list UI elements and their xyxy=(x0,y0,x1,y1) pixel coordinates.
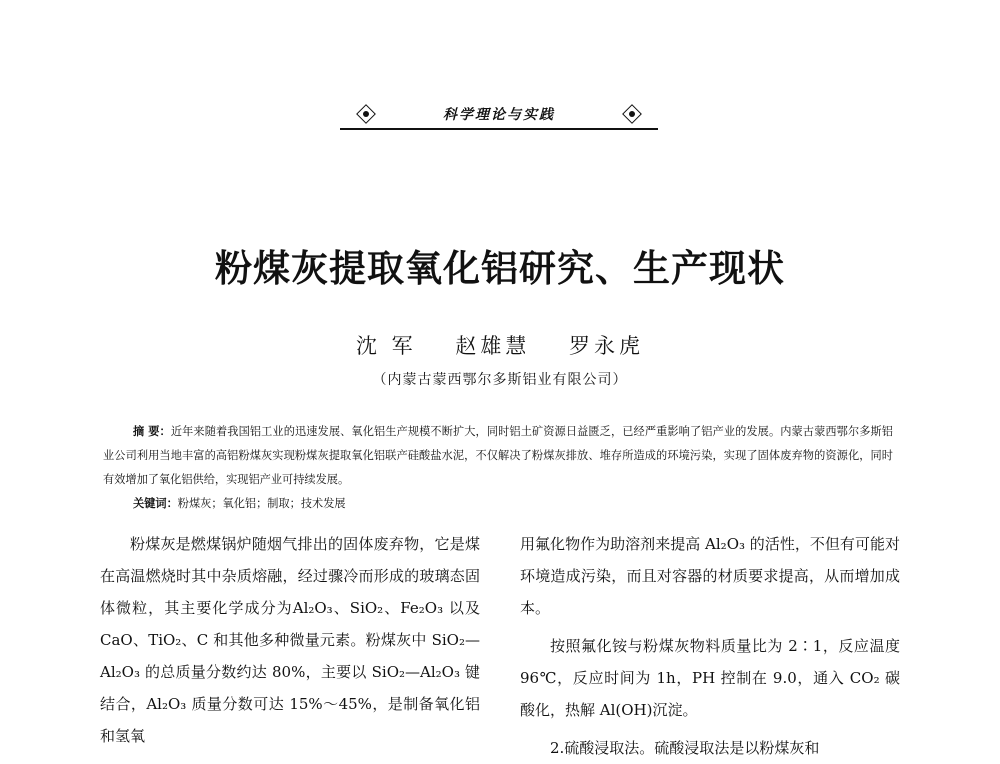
article-title: 粉煤灰提取氧化铝研究、生产现状 xyxy=(215,247,785,290)
keywords-line xyxy=(103,492,893,516)
section-label: 科学理论与实践 xyxy=(443,107,555,123)
abstract-text: 近年来随着我国铝工业的迅速发展、氧化铝生产规模不断扩大，同时铝土矿资源日益匮乏，已经严重影响了铝产业的发展。内蒙古蒙西鄂尔多斯铝业公司利用当地丰富的高铝粉煤灰实现粉煤灰提取氧化铝联产硅酸盐水泥，不仅解决了粉煤灰排放、堆存所造成的环境污染，实现了固体废弃物的资源化，同时有效增加了氧化铝供给，实现铝产业可持续发展。 xyxy=(103,425,893,486)
abstract-label: 摘 要： xyxy=(133,425,171,438)
abstract-paragraph xyxy=(103,420,893,492)
body-paragraph: 用氟化物作为助溶剂来提高 Al₂O₃ 的活性，不但有可能对环境造成污染，而且对容器的材质要求提高，从而增加成本。 xyxy=(520,535,900,617)
keywords-label: 关键词： xyxy=(133,497,178,510)
author-affiliation: （内蒙古蒙西鄂尔多斯铝业有限公司） xyxy=(372,372,628,388)
body-paragraph: 粉煤灰是燃煤锅炉随烟气排出的固体废弃物，它是煤在高温燃烧时其中杂质熔融，经过骤冷而形成的玻璃态固体微粒，其主要化学成分为Al₂O₃、SiO₂、Fe₂O₃ 以及 CaO、TiO₂、C 和其他多种微量元素。粉煤灰中 SiO₂—Al₂O₃ 的总质量分数约达 80%，主要以 SiO₂—Al₂O₃ 键结合，Al₂O₃ 质量分数可达 15%～45%，是制备氧化铝和氢氧 xyxy=(100,535,480,745)
body-paragraph: 按照氟化铵与粉煤灰物料质量比为 2∶1，反应温度 96℃，反应时间为 1h，PH 控制在 9.0，通入 CO₂ 碳酸化，热解 Al(OH)沉淀。 xyxy=(520,637,900,719)
keywords-text: 粉煤灰；氧化铝；制取；技术发展 xyxy=(177,497,346,510)
author-name: 赵雄慧 xyxy=(455,334,531,358)
diamond-ornament-icon xyxy=(358,106,374,122)
body-paragraph: 2.硫酸浸取法。硫酸浸取法是以粉煤灰和 xyxy=(550,739,820,757)
author-list xyxy=(0,330,1000,360)
body-right-column xyxy=(520,528,900,764)
journal-section-header xyxy=(340,100,658,130)
body-left-column xyxy=(100,528,480,752)
author-name: 罗永虎 xyxy=(569,334,645,358)
diamond-ornament-icon xyxy=(624,106,640,122)
author-name: 沈 军 xyxy=(355,334,417,358)
abstract-block xyxy=(103,420,893,516)
